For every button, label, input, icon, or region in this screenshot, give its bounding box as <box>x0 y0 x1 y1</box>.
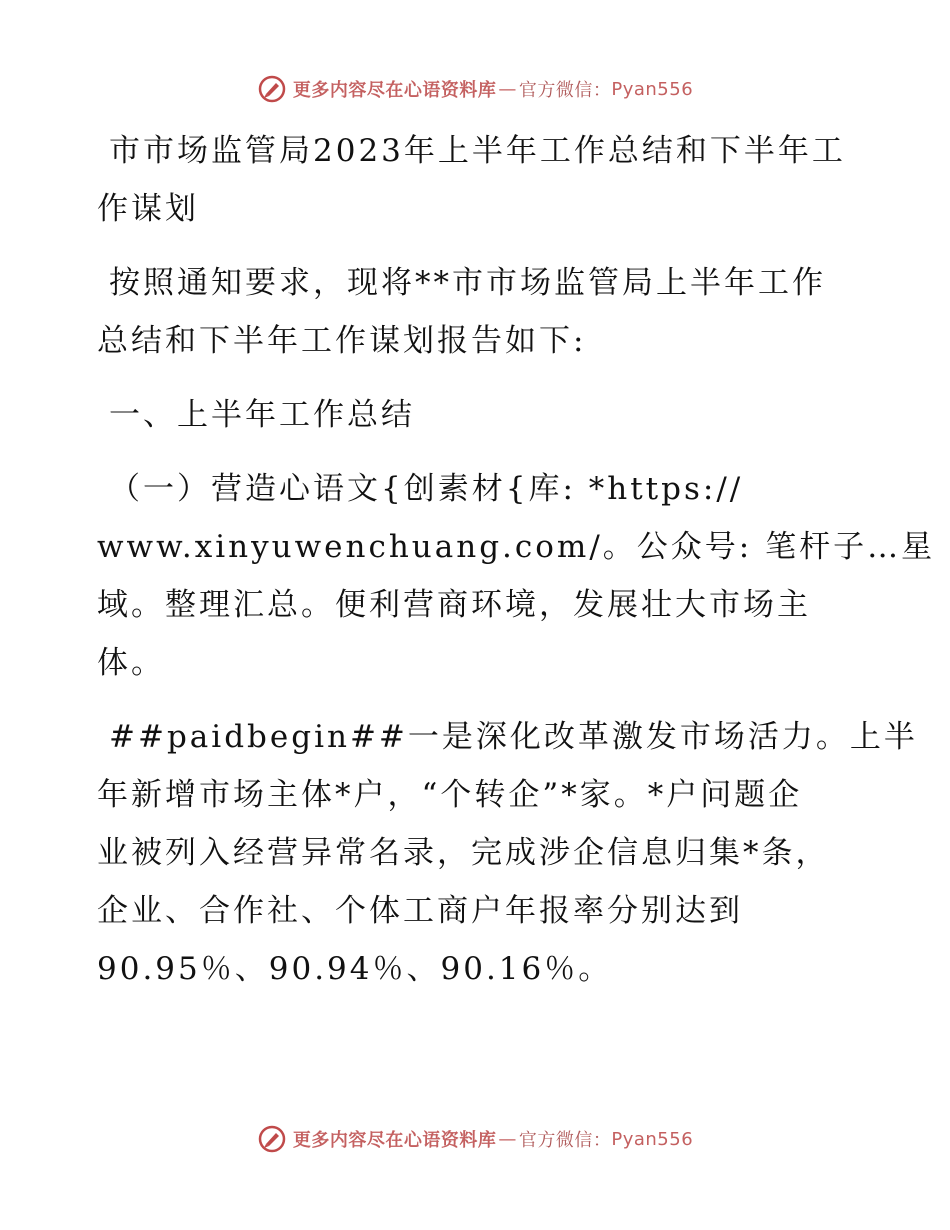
watermark-id: Pyan556 <box>611 78 694 100</box>
title-line: 作谋划 <box>97 191 199 227</box>
watermark-label: 官方微信： <box>518 80 612 101</box>
watermark-label: 官方微信： <box>518 1130 612 1151</box>
document-title <box>97 122 857 238</box>
intro-line: 总结和下半年工作谋划报告如下: <box>97 323 587 359</box>
subsection-line: 体。 <box>97 645 165 681</box>
pen-circle-icon <box>257 1124 287 1154</box>
intro-line: 按照通知要求，现将**市市场监管局上半年工作 <box>109 265 826 301</box>
subsection-line: （一）营造心语文{创素材{库: *https:// <box>109 471 744 507</box>
body-line: 业被列入经营异常名录，完成涉企信息归集*条， <box>97 835 830 871</box>
watermark-brand: 更多内容尽在心语资料库 <box>292 80 497 101</box>
subsection-line: 域。整理汇总。便利营商环境，发展壮大市场主 <box>97 587 811 623</box>
watermark-id: Pyan556 <box>611 1128 694 1150</box>
watermark-separator: — <box>498 78 517 100</box>
body-line: 企业、合作社、个体工商户年报率分别达到 <box>97 893 743 929</box>
subsection-paragraph <box>97 460 936 692</box>
title-line: 市市场监管局2023年上半年工作总结和下半年工 <box>109 133 846 169</box>
pen-circle-icon <box>257 74 287 104</box>
watermark-separator: — <box>498 1128 517 1150</box>
section-heading <box>97 386 857 444</box>
section1-heading: 一、上半年工作总结 <box>109 397 415 433</box>
body-line: 年新增市场主体*户，“个转企”*家。*户问题企 <box>97 777 803 813</box>
body-line: 90.95％、90.94％、90.16％。 <box>97 951 613 987</box>
footer-watermark <box>0 1124 950 1154</box>
header-watermark <box>0 74 950 104</box>
watermark-brand: 更多内容尽在心语资料库 <box>292 1130 497 1151</box>
intro-paragraph <box>97 254 857 370</box>
document-body <box>97 122 936 1014</box>
subsection-line: www.xinyuwenchuang.com/。公众号: 笔杆子…星 <box>97 529 936 565</box>
body-paragraph <box>97 708 918 998</box>
body-line: ##paidbegin##一是深化改革激发市场活力。上半 <box>109 719 918 755</box>
